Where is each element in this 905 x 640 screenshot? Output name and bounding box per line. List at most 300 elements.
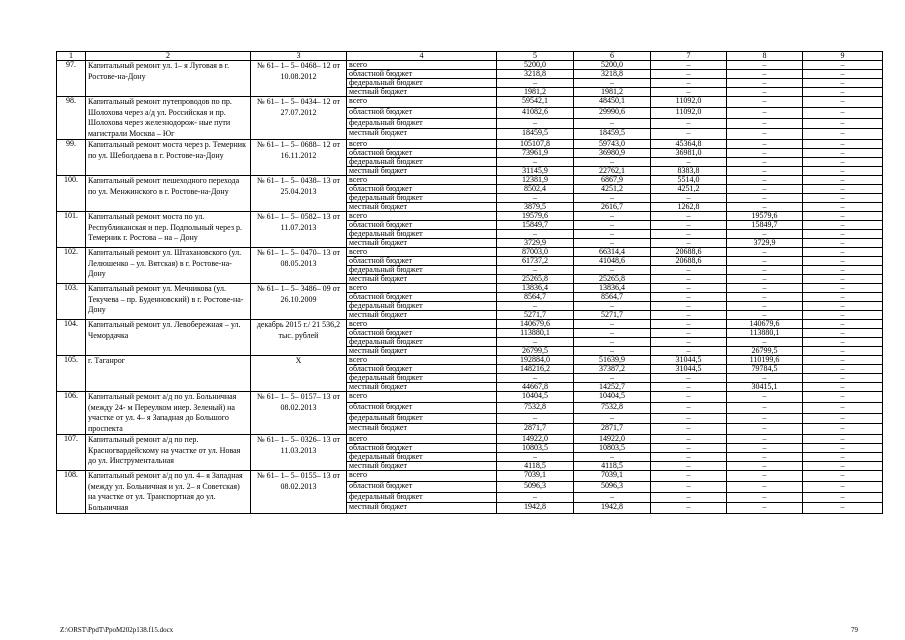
amount-cell: –: [727, 402, 803, 413]
funding-source: всего: [347, 320, 497, 329]
amount-cell: –: [803, 453, 883, 462]
amount-cell: 20688,6: [651, 248, 727, 257]
amount-cell: –: [574, 302, 651, 311]
table-row: [57, 284, 883, 293]
amount-cell: 4251,2: [651, 185, 727, 194]
amount-cell: –: [803, 167, 883, 176]
amount-cell: 15849,7: [727, 221, 803, 230]
amount-cell: –: [651, 338, 727, 347]
amount-cell: 5096,3: [497, 481, 574, 492]
column-header: 6: [574, 52, 651, 61]
amount-cell: –: [651, 275, 727, 284]
amount-cell: –: [574, 320, 651, 329]
funding-source: областной бюджет: [347, 365, 497, 374]
amount-cell: –: [651, 302, 727, 311]
amount-cell: –: [803, 149, 883, 158]
amount-cell: –: [651, 158, 727, 167]
amount-cell: 8502,4: [497, 185, 574, 194]
amount-cell: –: [803, 338, 883, 347]
amount-cell: –: [651, 392, 727, 403]
amount-cell: 4251,2: [574, 185, 651, 194]
funding-source: местный бюджет: [347, 129, 497, 140]
amount-cell: –: [574, 492, 651, 503]
amount-cell: 4118,5: [497, 462, 574, 471]
row-number: 101.: [57, 212, 86, 248]
object-name: г. Таганрог: [86, 356, 251, 392]
amount-cell: 5514,0: [651, 176, 727, 185]
amount-cell: –: [803, 230, 883, 239]
funding-source: федеральный бюджет: [347, 158, 497, 167]
amount-cell: 30415,1: [727, 383, 803, 392]
document-reference: № 61– 1– 5– 0582– 13 от 11.07.2013: [251, 212, 347, 248]
amount-cell: 148216,2: [497, 365, 574, 374]
amount-cell: –: [574, 230, 651, 239]
object-name: Капитальный ремонт моста по ул. Республиканская и пер. Подпольный через р. Темерник г. Ростова – на – Дону: [86, 212, 251, 248]
amount-cell: 41048,6: [574, 257, 651, 266]
funding-source: местный бюджет: [347, 347, 497, 356]
funding-source: всего: [347, 471, 497, 482]
amount-cell: 14922,0: [497, 435, 574, 444]
amount-cell: –: [497, 374, 574, 383]
amount-cell: 105107,8: [497, 140, 574, 149]
amount-cell: –: [803, 481, 883, 492]
amount-cell: 12381,9: [497, 176, 574, 185]
document-reference: № 61– 1– 5– 0438– 13 от 25.04.2013: [251, 176, 347, 212]
amount-cell: 19579,6: [497, 212, 574, 221]
amount-cell: 8383,8: [651, 167, 727, 176]
row-number: 105.: [57, 356, 86, 392]
funding-source: областной бюджет: [347, 481, 497, 492]
amount-cell: –: [727, 79, 803, 88]
object-name: Капитальный ремонт ул. Штахановского (ул. Лелюшенко – ул. Вятская) в г. Ростове-на-Дону: [86, 248, 251, 284]
object-name: Капитальный ремонт а/д по ул. Больничная (между 24- м Переулком инер. Зеленый) на участке от ул. 4– я Западная до Большого проспекта: [86, 392, 251, 435]
object-name: Капитальный ремонт а/д по ул. 4– я Западная (между ул. Больничная и ул. 2– я Советская) на участке от ул. Транспортная до ул. Больничная: [86, 471, 251, 514]
amount-cell: –: [574, 266, 651, 275]
amount-cell: –: [727, 97, 803, 108]
amount-cell: –: [803, 293, 883, 302]
amount-cell: 3729,9: [727, 239, 803, 248]
amount-cell: –: [574, 413, 651, 424]
document-reference: № 61– 1– 5– 0470– 13 от 08.05.2013: [251, 248, 347, 284]
table-row: [57, 248, 883, 257]
object-name: Капитальный ремонт моста через р. Темерник по ул. Шеболдаева в г. Ростове-на-Дону: [86, 140, 251, 176]
amount-cell: 8564,7: [497, 293, 574, 302]
amount-cell: –: [727, 392, 803, 403]
amount-cell: –: [803, 107, 883, 118]
amount-cell: 26799,5: [727, 347, 803, 356]
amount-cell: –: [651, 471, 727, 482]
table-row: [57, 356, 883, 365]
amount-cell: 2616,7: [574, 203, 651, 212]
amount-cell: –: [803, 424, 883, 435]
amount-cell: –: [727, 492, 803, 503]
funding-source: местный бюджет: [347, 462, 497, 471]
amount-cell: –: [803, 248, 883, 257]
table-row: [57, 140, 883, 149]
amount-cell: –: [651, 402, 727, 413]
amount-cell: 44667,8: [497, 383, 574, 392]
amount-cell: –: [727, 203, 803, 212]
amount-cell: –: [803, 302, 883, 311]
amount-cell: 113880,1: [497, 329, 574, 338]
amount-cell: 59542,1: [497, 97, 574, 108]
amount-cell: –: [727, 413, 803, 424]
amount-cell: –: [727, 248, 803, 257]
amount-cell: –: [803, 284, 883, 293]
amount-cell: 7039,1: [574, 471, 651, 482]
funding-source: всего: [347, 392, 497, 403]
amount-cell: –: [803, 239, 883, 248]
amount-cell: 15849,7: [497, 221, 574, 230]
amount-cell: 2871,7: [497, 424, 574, 435]
amount-cell: –: [803, 194, 883, 203]
amount-cell: 37387,2: [574, 365, 651, 374]
amount-cell: –: [803, 492, 883, 503]
amount-cell: –: [727, 374, 803, 383]
amount-cell: 1942,8: [574, 503, 651, 514]
amount-cell: –: [497, 194, 574, 203]
amount-cell: 51639,9: [574, 356, 651, 365]
amount-cell: 31044,5: [651, 365, 727, 374]
object-name: Капитальный ремонт а/д по пер. Красногвардейскому на участке от ул. Новая до ул. Инструментальная: [86, 435, 251, 471]
amount-cell: –: [651, 194, 727, 203]
funding-source: федеральный бюджет: [347, 266, 497, 275]
amount-cell: 11092,0: [651, 97, 727, 108]
funding-source: федеральный бюджет: [347, 413, 497, 424]
amount-cell: –: [497, 413, 574, 424]
amount-cell: –: [727, 471, 803, 482]
row-number: 102.: [57, 248, 86, 284]
object-name: Капитальный ремонт путепроводов по пр. Шолохова через а/д ул. Российская и пр. Шолохова через железнодорож- ные пути магистрали Москва – Юг: [86, 97, 251, 140]
amount-cell: –: [651, 118, 727, 129]
amount-cell: 87003,0: [497, 248, 574, 257]
amount-cell: 18459,5: [574, 129, 651, 140]
amount-cell: –: [803, 221, 883, 230]
amount-cell: –: [497, 338, 574, 347]
amount-cell: –: [574, 158, 651, 167]
funding-source: местный бюджет: [347, 383, 497, 392]
funding-source: всего: [347, 61, 497, 70]
funding-source: областной бюджет: [347, 221, 497, 230]
object-name: Капитальный ремонт ул. 1– я Луговая в г. Ростове-на-Дону: [86, 61, 251, 97]
amount-cell: –: [803, 266, 883, 275]
amount-cell: 5271,7: [497, 311, 574, 320]
amount-cell: 2871,7: [574, 424, 651, 435]
amount-cell: –: [574, 338, 651, 347]
funding-source: областной бюджет: [347, 257, 497, 266]
amount-cell: –: [727, 185, 803, 194]
document-reference: № 61– 1– 5– 0155– 13 от 08.02.2013: [251, 471, 347, 514]
amount-cell: –: [803, 311, 883, 320]
amount-cell: 25265,8: [574, 275, 651, 284]
funding-source: областной бюджет: [347, 149, 497, 158]
amount-cell: –: [727, 338, 803, 347]
amount-cell: –: [574, 329, 651, 338]
amount-cell: –: [803, 413, 883, 424]
amount-cell: 3729,9: [497, 239, 574, 248]
amount-cell: –: [727, 140, 803, 149]
amount-cell: 1981,2: [574, 88, 651, 97]
amount-cell: 45364,8: [651, 140, 727, 149]
amount-cell: –: [803, 97, 883, 108]
amount-cell: –: [651, 444, 727, 453]
amount-cell: –: [803, 176, 883, 185]
amount-cell: 4118,5: [574, 462, 651, 471]
amount-cell: 1262,8: [651, 203, 727, 212]
amount-cell: –: [727, 257, 803, 266]
amount-cell: –: [651, 503, 727, 514]
amount-cell: –: [727, 70, 803, 79]
amount-cell: –: [574, 374, 651, 383]
funding-source: всего: [347, 356, 497, 365]
amount-cell: 5096,3: [574, 481, 651, 492]
funding-source: областной бюджет: [347, 70, 497, 79]
amount-cell: –: [727, 61, 803, 70]
amount-cell: 29990,6: [574, 107, 651, 118]
amount-cell: –: [651, 435, 727, 444]
amount-cell: 61737,2: [497, 257, 574, 266]
amount-cell: 1981,2: [497, 88, 574, 97]
column-header: 1: [57, 52, 86, 61]
funding-source: местный бюджет: [347, 239, 497, 248]
amount-cell: 1942,8: [497, 503, 574, 514]
amount-cell: –: [651, 424, 727, 435]
amount-cell: –: [497, 266, 574, 275]
amount-cell: 10404,5: [497, 392, 574, 403]
amount-cell: –: [803, 203, 883, 212]
amount-cell: –: [803, 462, 883, 471]
column-header: 3: [251, 52, 347, 61]
funding-source: областной бюджет: [347, 185, 497, 194]
amount-cell: –: [574, 79, 651, 88]
amount-cell: 41082,6: [497, 107, 574, 118]
amount-cell: –: [803, 212, 883, 221]
amount-cell: 5271,7: [574, 311, 651, 320]
funding-source: федеральный бюджет: [347, 374, 497, 383]
amount-cell: –: [651, 329, 727, 338]
amount-cell: –: [574, 239, 651, 248]
funding-source: всего: [347, 435, 497, 444]
table-row: [57, 61, 883, 70]
amount-cell: –: [727, 118, 803, 129]
amount-cell: 3879,5: [497, 203, 574, 212]
amount-cell: –: [727, 284, 803, 293]
amount-cell: –: [727, 167, 803, 176]
amount-cell: –: [727, 230, 803, 239]
amount-cell: –: [574, 212, 651, 221]
amount-cell: –: [803, 118, 883, 129]
amount-cell: 13836,4: [574, 284, 651, 293]
funding-source: всего: [347, 97, 497, 108]
amount-cell: –: [497, 302, 574, 311]
column-header: 4: [347, 52, 497, 61]
budget-table: [56, 51, 883, 514]
funding-source: областной бюджет: [347, 402, 497, 413]
amount-cell: –: [803, 347, 883, 356]
amount-cell: 19579,6: [727, 212, 803, 221]
funding-source: всего: [347, 248, 497, 257]
row-number: 104.: [57, 320, 86, 356]
row-number: 108.: [57, 471, 86, 514]
amount-cell: –: [651, 129, 727, 140]
column-header: 5: [497, 52, 574, 61]
column-header: 8: [727, 52, 803, 61]
row-number: 97.: [57, 61, 86, 97]
amount-cell: –: [727, 311, 803, 320]
amount-cell: 6867,9: [574, 176, 651, 185]
amount-cell: 11092,0: [651, 107, 727, 118]
column-header: 7: [651, 52, 727, 61]
amount-cell: –: [651, 61, 727, 70]
amount-cell: 31044,5: [651, 356, 727, 365]
amount-cell: –: [497, 453, 574, 462]
column-header: 2: [86, 52, 251, 61]
amount-cell: –: [727, 266, 803, 275]
amount-cell: –: [727, 176, 803, 185]
amount-cell: –: [651, 374, 727, 383]
amount-cell: –: [727, 503, 803, 514]
amount-cell: 20688,6: [651, 257, 727, 266]
amount-cell: –: [574, 347, 651, 356]
funding-source: местный бюджет: [347, 311, 497, 320]
amount-cell: –: [727, 275, 803, 284]
amount-cell: –: [651, 284, 727, 293]
amount-cell: 66314,4: [574, 248, 651, 257]
amount-cell: –: [803, 257, 883, 266]
amount-cell: –: [651, 266, 727, 275]
funding-source: всего: [347, 212, 497, 221]
amount-cell: 140679,6: [727, 320, 803, 329]
document-reference: Х: [251, 356, 347, 392]
amount-cell: –: [574, 221, 651, 230]
funding-source: всего: [347, 176, 497, 185]
amount-cell: –: [651, 293, 727, 302]
amount-cell: 140679,6: [497, 320, 574, 329]
amount-cell: –: [497, 230, 574, 239]
amount-cell: –: [651, 481, 727, 492]
amount-cell: –: [803, 158, 883, 167]
table-row: [57, 435, 883, 444]
amount-cell: 25265,8: [497, 275, 574, 284]
amount-cell: –: [803, 275, 883, 284]
amount-cell: –: [574, 453, 651, 462]
amount-cell: –: [803, 503, 883, 514]
footer-file-path: Z:\ORST\PpdT\PpoM202p138.f15.docx: [60, 626, 174, 634]
amount-cell: –: [727, 453, 803, 462]
amount-cell: –: [651, 239, 727, 248]
amount-cell: –: [803, 329, 883, 338]
amount-cell: 79784,5: [727, 365, 803, 374]
funding-source: федеральный бюджет: [347, 194, 497, 203]
amount-cell: 8564,7: [574, 293, 651, 302]
amount-cell: –: [727, 129, 803, 140]
amount-cell: 5200,0: [574, 61, 651, 70]
amount-cell: 59743,0: [574, 140, 651, 149]
amount-cell: 14922,0: [574, 435, 651, 444]
amount-cell: –: [727, 424, 803, 435]
amount-cell: –: [497, 492, 574, 503]
funding-source: областной бюджет: [347, 293, 497, 302]
amount-cell: –: [651, 462, 727, 471]
funding-source: федеральный бюджет: [347, 118, 497, 129]
page-number: 79: [851, 626, 858, 634]
amount-cell: 18459,5: [497, 129, 574, 140]
amount-cell: 7039,1: [497, 471, 574, 482]
amount-cell: –: [727, 293, 803, 302]
funding-source: федеральный бюджет: [347, 79, 497, 88]
amount-cell: –: [497, 118, 574, 129]
amount-cell: 113880,1: [727, 329, 803, 338]
funding-source: местный бюджет: [347, 503, 497, 514]
amount-cell: 48450,1: [574, 97, 651, 108]
funding-source: местный бюджет: [347, 203, 497, 212]
amount-cell: 10404,5: [574, 392, 651, 403]
funding-source: всего: [347, 284, 497, 293]
funding-source: местный бюджет: [347, 275, 497, 284]
amount-cell: 36980,9: [574, 149, 651, 158]
document-reference: № 61– 1– 5– 0468– 12 от 10.08.2012: [251, 61, 347, 97]
column-header: 9: [803, 52, 883, 61]
row-number: 98.: [57, 97, 86, 140]
document-reference: № 61– 1– 5– 3486– 09 от 26.10.2009: [251, 284, 347, 320]
amount-cell: –: [727, 435, 803, 444]
amount-cell: 10803,5: [574, 444, 651, 453]
amount-cell: –: [651, 70, 727, 79]
amount-cell: 110199,6: [727, 356, 803, 365]
amount-cell: –: [651, 79, 727, 88]
amount-cell: –: [651, 492, 727, 503]
amount-cell: –: [803, 444, 883, 453]
header-row: [57, 52, 883, 61]
amount-cell: 192884,0: [497, 356, 574, 365]
funding-source: областной бюджет: [347, 329, 497, 338]
amount-cell: –: [803, 185, 883, 194]
amount-cell: 36981,0: [651, 149, 727, 158]
table-row: [57, 392, 883, 403]
amount-cell: –: [651, 383, 727, 392]
amount-cell: 5200,0: [497, 61, 574, 70]
table-row: [57, 320, 883, 329]
amount-cell: –: [497, 79, 574, 88]
amount-cell: 31145,9: [497, 167, 574, 176]
amount-cell: 13836,4: [497, 284, 574, 293]
object-name: Капитальный ремонт ул. Левобережная – ул. Чемордачка: [86, 320, 251, 356]
table-row: [57, 212, 883, 221]
document-reference: № 61– 1– 5– 0326– 13 от 11.03.2013: [251, 435, 347, 471]
amount-cell: –: [803, 471, 883, 482]
amount-cell: –: [803, 320, 883, 329]
row-number: 106.: [57, 392, 86, 435]
funding-source: всего: [347, 140, 497, 149]
amount-cell: 7532,8: [497, 402, 574, 413]
funding-source: федеральный бюджет: [347, 230, 497, 239]
amount-cell: –: [803, 70, 883, 79]
amount-cell: –: [727, 88, 803, 97]
amount-cell: –: [574, 118, 651, 129]
document-reference: № 61– 1– 5– 0434– 12 от 27.07.2012: [251, 97, 347, 140]
amount-cell: –: [803, 140, 883, 149]
funding-source: федеральный бюджет: [347, 302, 497, 311]
amount-cell: –: [803, 392, 883, 403]
amount-cell: –: [727, 462, 803, 471]
funding-source: федеральный бюджет: [347, 338, 497, 347]
row-number: 103.: [57, 284, 86, 320]
amount-cell: –: [651, 453, 727, 462]
amount-cell: 73961,9: [497, 149, 574, 158]
funding-source: местный бюджет: [347, 167, 497, 176]
document-reference: декабрь 2015 г./ 21 536,2 тыс. рублей: [251, 320, 347, 356]
amount-cell: 3218,8: [497, 70, 574, 79]
